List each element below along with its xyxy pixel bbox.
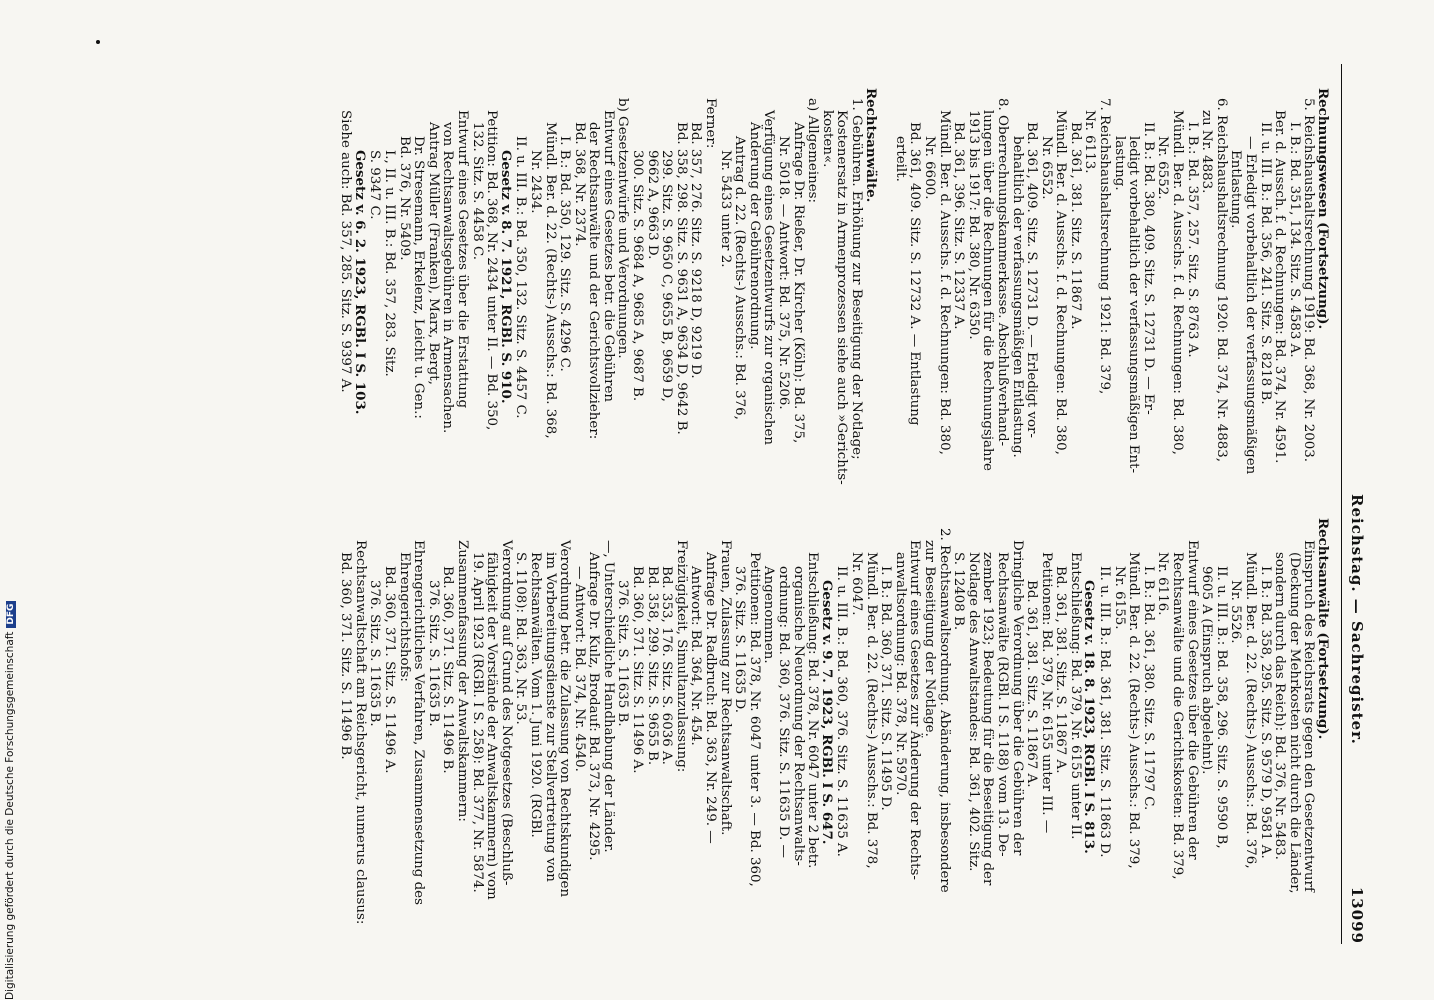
right-column-line: im Vorbereitungsdienste zur Stellvertretung von: [542, 552, 558, 882]
right-column-line: 19. April 1923 (RGBl. I S. 258): Bd. 377, Nr. 5874.: [469, 552, 485, 893]
right-column-line: Rechtsanwälten. Vom 1. Juni 1920. (RGBl.: [527, 552, 543, 838]
right-column-line: Mündl. Ber. d. 22. (Rechts-) Ausschs.: Bd. 379,: [1126, 552, 1142, 869]
right-column-line: Petitionen: Bd. 378, Nr. 6047 unter 3. — Bd. 360,: [746, 552, 762, 887]
right-column-line: Verordnung betr. die Zulassung von Rechtskundigen: [557, 540, 573, 898]
right-column-line: zember 1923; Bedeutung für die Beseitigung der: [980, 552, 996, 886]
right-column-line: Nr. 6155.: [1111, 566, 1127, 630]
left-column: [338, 88, 1330, 518]
left-column-line: Anfrage Dr. Rießer, Dr. Kircher (Köln): Bd. 375,: [790, 122, 806, 444]
left-column-line: Dr. Stresemann, Erkelenz, Leicht u. Gen.:: [411, 136, 427, 419]
dfg-logo: DFG: [6, 601, 16, 628]
right-column-line: Bd. 353, 176. Sitz. S. 6036 A.: [659, 566, 675, 765]
left-column-line: 5. Reichshaushaltsrechnung 1919: Bd. 368, Nr. 2003.: [1301, 98, 1317, 463]
right-column-line: Anfrage Dr. Radbruch: Bd. 363, Nr. 249. —: [703, 552, 719, 844]
right-column-line: Zusammenfassung der Anwaltskammern:: [454, 540, 470, 822]
left-column-line: kosten«.: [819, 110, 835, 168]
left-column-line: behaltlich der verfassungsmäßigen Entlastung.: [1009, 136, 1025, 458]
right-column-line: 376. Sitz. S. 11635 B.: [367, 580, 383, 727]
right-column-line: Notlage des Anwaltstandes: Bd. 361, 402. Sitz.: [965, 552, 981, 872]
left-column-line: Bd. 361, 409. Sitz. S. 12731 D. — Erledigt vor-: [1024, 122, 1040, 438]
right-column-line: zur Beseitigung der Notlage.: [921, 540, 937, 737]
left-column-line: 300. Sitz. S. 9684 A, 9685 A, 9687 B.: [630, 150, 646, 402]
page-number: 13099: [1348, 886, 1366, 944]
right-column-line: Bd. 358, 299. Sitz. S. 9655 B.: [644, 566, 660, 766]
right-column-line: I. B.: Bd. 361, 380. Sitz. S. 11797 C.: [1140, 566, 1156, 811]
left-column-line: 7. Reichshaushaltsrechnung 1921: Bd. 379,: [1097, 98, 1113, 395]
left-column-line: 1. Gebühren. Erhöhung zur Beseitigung der Notlage;: [849, 98, 864, 460]
right-column-line: Nr. 6047.: [849, 552, 864, 616]
left-column-line: lungen über die Rechnungen für die Rechnungsjahre: [980, 110, 996, 471]
right-column-line: S. 1108): Bd. 363, Nr. 53.: [513, 552, 529, 725]
left-column-line: Entwurf eines Gesetzes über die Erstattung: [454, 110, 470, 409]
left-column-line: b) Gesetzentwürfe und Verordnungen.: [615, 98, 631, 359]
left-column-line: Antrag Müller (Franken), Marx, Bergt,: [425, 122, 441, 385]
right-column-line: 9605 A (Einspruch abgelehnt).: [1199, 566, 1215, 775]
left-column-line: lastung.: [1111, 136, 1127, 191]
right-column-line: Antwort: Bd. 364, Nr. 454.: [688, 566, 704, 746]
left-column-line: a) Allgemeines:: [805, 98, 821, 204]
left-column-line: Gesetz v. 8. 7. 1921, RGBl. S. 910.: [497, 150, 514, 404]
header-title: Reichstag. — Sachregister.: [1348, 494, 1366, 745]
right-column-line: Bd. 360, 371. Sitz. S. 11496 B.: [338, 552, 354, 760]
right-column-line: 376. Sitz. S. 11635 B.: [425, 580, 441, 727]
left-column-line: Ferner:: [703, 98, 719, 149]
left-column-line: 8. Oberrechnungskammerkasse. Abschlußverhand-: [994, 98, 1010, 447]
left-column-line: Mündl. Ber. d. Ausschs. f. d. Rechnungen: Bd. 380,: [1053, 110, 1069, 455]
left-column-line: [878, 88, 893, 518]
left-column-line: II. B.: Bd. 380, 409. Sitz. S. 12731 D. — Er-: [1140, 122, 1156, 415]
left-column-line: Änderung der Gebührenordnung.: [746, 122, 762, 350]
right-column-line: Entwurf eines Gesetzes zur Änderung der Rechts-: [907, 540, 923, 880]
right-column-line: Gesetz v. 18. 8. 1923, RGBl. I S. 813.: [1081, 580, 1098, 854]
left-column-line: 132. Sitz. S. 4458 C.: [469, 122, 485, 261]
right-column-line: anwaltsordnung: Bd. 378, Nr. 5970.: [892, 552, 908, 796]
left-column-line: I. B.: Bd. 357, 257. Sitz. S. 8763 A.: [1184, 122, 1200, 358]
left-column-line: Petition: Bd. 368, Nr. 2434 unter II. — Bd. 350,: [484, 110, 500, 431]
left-column-line: Ber. d. Aussch. f. d. Rechnungen: Bd. 374, Nr. 4591.: [1272, 110, 1288, 464]
left-column-line: Bd. 361, 396. Sitz. S. 12337 A.: [951, 122, 967, 330]
right-column-line: Petitionen: Bd. 379, Nr. 6155 unter III. —: [1038, 552, 1054, 834]
left-column-line: ledigt vorbehaltlich der verfassungsmäßigen Ent-: [1126, 136, 1142, 474]
left-column-line: Verfügung eines Gesetzentwurfs zur organischen: [761, 110, 777, 446]
left-column-line: Gesetz v. 6. 2. 1923, RGBl. I S. 103.: [351, 150, 368, 415]
right-column-line: S. 12408 B.: [951, 552, 967, 631]
right-column-line: Rechtsanwälte und die Gerichtskosten: Bd. 379,: [1170, 552, 1186, 880]
left-column-line: II. u. III. B.: Bd. 356, 241. Sitz. S. 8218 B.: [1257, 122, 1273, 405]
right-column-line: Entschließung: Bd. 379, Nr. 6155 unter II.: [1067, 552, 1083, 840]
right-column-line: II. u. III. B.: Bd. 361, 381. Sitz. S. 11863 D.: [1097, 566, 1113, 858]
right-column-line: Freizügigkeit, Simultanzulassung:: [673, 540, 689, 773]
digitization-note-text: Digitalisierung gefördert durch die Deutsche Forschungsgemeinschaft: [4, 631, 16, 1000]
left-column-line: S. 9347 C.: [367, 150, 383, 220]
left-column-line: der Rechtsanwälte und der Gerichtsvollzieher:: [586, 122, 602, 440]
right-column-line: Ehrengerichtliches Verfahren, Zusammensetzung des: [411, 540, 427, 905]
right-column-line: —, Unterschiedliche Handhabung der Länder.: [600, 540, 616, 853]
left-column-line: I. B.: Bd. 350, 129. Sitz. S. 4296 C.: [557, 136, 573, 372]
left-column-line: erteilt.: [892, 136, 908, 182]
right-column-line: organische Neuordnung der Rechtsanwalts-: [790, 566, 806, 866]
left-column-line: 6. Reichshaushaltsrechnung 1920: Bd. 374, Nr. 4883,: [1213, 98, 1229, 463]
right-column-line: Rechtsanwälte (RGBl. I S. 1188) vom 13. De-: [994, 552, 1010, 857]
right-column-line: 376. Sitz. S. 11635 D.: [732, 566, 748, 714]
left-column-line: Bd. 357, 276. Sitz. S. 9218 D, 9219 D.: [688, 122, 704, 379]
right-column: [338, 518, 1330, 942]
left-column-line: Entwurf eines Gesetzes betr. die Gebühren: [600, 110, 616, 403]
right-column-line: Mündl. Ber. d. 22. (Rechts-) Ausschs.: Bd. 376,: [1243, 552, 1259, 869]
left-column-line: Nr. 6113.: [1082, 110, 1098, 174]
right-column-line: I. B.: Bd. 360, 371. Sitz. S. 11495 D.: [878, 566, 894, 811]
left-column-line: 1913 bis 1917: Bd. 380, Nr. 6350.: [965, 110, 981, 340]
left-column-line: Mündl. Ber. d. Ausschs. f. d. Rechnungen: Bd. 380,: [1170, 110, 1186, 455]
left-column-line: Bd. 361, 409. Sitz. S. 12732 A. — Entlastung: [907, 122, 923, 426]
left-column-line: Nr. 6600.: [921, 136, 937, 200]
right-column-line: Angenommen.: [761, 566, 777, 664]
right-column-line: Frauen, Zulassung zur Rechtsanwaltschaft.: [717, 540, 733, 836]
right-column-line: Verordnung auf Grund des Notgesetzes (Beschluß-: [498, 540, 514, 886]
left-column-line: Rechnungswesen (Fortsetzung).: [1315, 88, 1331, 330]
left-column-line: Nr. 6552.: [1038, 136, 1054, 200]
right-column-line: Rechtsanwaltschaft am Reichsgericht, numerus clausus:: [352, 540, 368, 925]
right-column-line: Bd. 360, 371. Sitz. S. 11496 B.: [440, 566, 456, 774]
left-column-line: — Erledigt vorbehaltlich der verfassungsmäßigen: [1243, 136, 1259, 475]
left-column-line: Siehe auch: Bd. 357, 285. Sitz. S. 9397 A.: [338, 110, 354, 393]
left-column-line: Nr. 2434.: [527, 150, 543, 214]
right-column-line: II. u. III. B.: Bd. 360, 376. Sitz. S. 11635 A.: [834, 566, 850, 857]
right-column-line: 376. Sitz. S. 11635 B.: [615, 580, 631, 727]
digitization-note: [4, 601, 16, 1000]
left-column-line: II. u. III. B.: Bd. 350, 132. Sitz. S. 4457 C.: [513, 136, 529, 419]
right-column-line: I. B.: Bd. 358, 295. Sitz. S. 9579 D, 9581 A.: [1257, 566, 1273, 859]
left-column-line: Bd. 358, 298. Sitz. S. 9631 A, 9634 D, 9642 B.: [673, 122, 689, 435]
right-column-line: Bd. 361, 381. Sitz. S. 11867 A.: [1024, 580, 1040, 788]
left-column-line: Mündl. Ber. d. Ausschs. f. d. Rechnungen: Bd. 380,: [936, 110, 952, 455]
left-column-line: Bd. 376, Nr. 5409.: [396, 136, 412, 261]
right-column-line: Bd. 360, 371. Sitz. S. 11496 A.: [630, 566, 646, 774]
left-column-line: Antrag d. 22. (Rechts-) Ausschs.: Bd. 376,: [732, 136, 748, 420]
right-column-line: ordnung: Bd. 360, 376. Sitz. S. 11635 D. —: [776, 566, 792, 858]
left-column-line: von Rechtsanwaltsgebühren in Armensachen.: [440, 122, 456, 434]
right-column-line: sondern durch das Reich): Bd. 376, Nr. 5483.: [1272, 552, 1288, 860]
right-column-line: Ehrengerichtshofs:: [396, 552, 412, 682]
left-column-line: Nr. 6552.: [1155, 136, 1171, 200]
right-column-line: Anfrage Dr. Kulz, Brodauf: Bd. 373, Nr. 4295.: [586, 552, 602, 861]
left-column-line: I., II. u. III. B.: Bd. 357, 283. Sitz.: [382, 150, 397, 377]
left-column-line: Kostenersatz in Armenprozessen siehe auch »Gerichts-: [834, 110, 850, 485]
left-column-line: 9662 A, 9663 D.: [644, 150, 660, 260]
left-column-line: Bd. 361, 381. Sitz. S. 11867 A.: [1067, 122, 1083, 330]
right-column-line: — Antwort: Bd. 374, Nr. 4540.: [571, 566, 587, 772]
right-column-line: Entschließung: Bd. 378, Nr. 6047 unter 2 betr.: [805, 552, 821, 869]
right-column-line: Gesetz v. 9. 7. 1923, RGBl. I S. 647.: [818, 580, 835, 845]
left-column-line: zu Nr. 4883.: [1199, 110, 1215, 194]
right-column-line: Nr. 6116.: [1155, 552, 1171, 616]
right-column-line: Mündl. Ber. d. 22. (Rechts-) Ausschs.: Bd. 378,: [863, 552, 879, 869]
left-column-line: Nr. 5433 unter 2.: [717, 150, 733, 268]
left-column-line: 299. Sitz. S. 9650 C, 9655 B, 9659 D,: [659, 150, 675, 402]
right-column-line: Dringliche Verordnung über die Gebühren der: [1009, 540, 1025, 856]
right-column-line: Bd. 361, 381. Sitz. S. 11867 A.: [1053, 566, 1069, 774]
right-column-line: (Deckung der Mehrkosten nicht durch die Länder,: [1286, 552, 1302, 894]
right-column-line: Bd. 360, 371. Sitz. S. 11496 A.: [382, 566, 397, 774]
left-column-line: Rechtsanwälte.: [862, 88, 879, 203]
right-column-line: Rechtsanwälte (Fortsetzung).: [1315, 518, 1331, 740]
left-column-line: I. B.: Bd. 351, 134. Sitz. S. 4583 A.: [1286, 122, 1302, 358]
right-column-line: Nr. 5526.: [1228, 580, 1244, 644]
right-column-line: 2. Rechtsanwaltsordnung. Abänderung, insbesondere: [936, 528, 952, 893]
left-column-line: Mündl. Ber. d. 22. (Rechts-) Ausschs.: Bd. 368,: [542, 122, 558, 439]
left-column-line: Entlastung.: [1228, 150, 1244, 229]
page-header: [1341, 64, 1368, 944]
right-column-line: Entwurf eines Gesetzes über die Gebühren der: [1184, 540, 1200, 860]
left-column-line: Bd. 368, Nr. 2374.: [571, 122, 587, 247]
right-column-line: II. u. III. B.: Bd. 358, 296. Sitz. S. 9590 B,: [1213, 566, 1229, 849]
right-column-line: Einspruch des Reichsrats gegen den Gesetzentwurf: [1301, 540, 1317, 892]
right-column-line: fähigkeit der Vorstände der Anwaltskammern) vom: [484, 552, 500, 900]
left-column-line: Nr. 5018. — Antwort: Bd. 375, Nr. 5206.: [776, 136, 792, 410]
